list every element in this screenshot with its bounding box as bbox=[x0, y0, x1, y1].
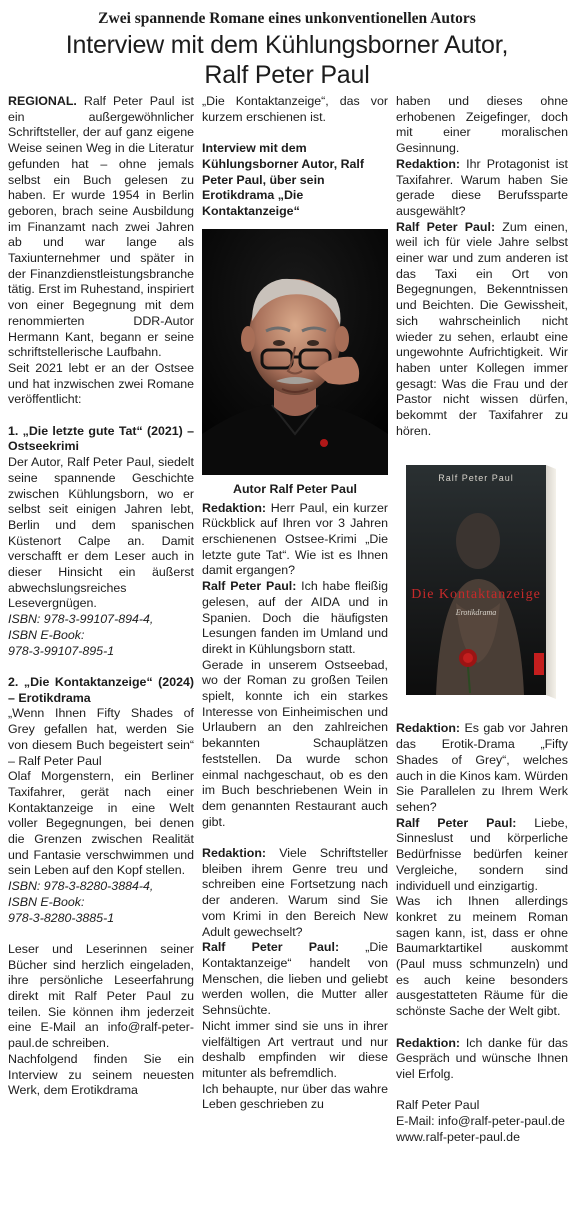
answer-text: Ich habe fleißig gelesen, auf der AIDA und in Spanien. Doch die häufigsten Lesungen fanden im Umland und direkt in Kühlungsborn statt. bbox=[202, 579, 388, 656]
book-1-ebook-isbn: 978-3-99107-895-1 bbox=[8, 643, 115, 658]
book-author: Ralf Peter Paul bbox=[438, 473, 514, 484]
signature-name: Ralf Peter Paul bbox=[396, 1098, 480, 1113]
speaker-label: Redaktion: bbox=[396, 1035, 461, 1050]
book-1-ebook-label: ISBN E-Book: bbox=[8, 627, 85, 642]
question-text: Viele Schriftsteller bleiben ihrem Genre treu und schreiben eine Fortsetzung nach der anderen. Warum sind Sie vom Krimi in den Bereich New Adult gewechselt? bbox=[202, 846, 388, 939]
answer-2 bbox=[202, 940, 388, 1019]
question-3 bbox=[396, 157, 568, 220]
author-portrait-image bbox=[202, 229, 388, 475]
interview-heading: Interview mit dem Kühlungsborner Autor, Ralf Peter Paul, über sein Erotikdrama „Die Kontaktanzeige“ bbox=[202, 141, 364, 218]
answer-text: „Die Kontaktanzeige“ handelt von Menschen, die lieben und geliebt werden wollen, die Mutter aller Sehnsüchte. bbox=[202, 940, 388, 1018]
question-text: Es gab vor Jahren das Erotik-Drama „Fifty Shades of Grey“, welches auch in die Kinos kam. Würden Sie Parallelen zu Ihrem Werk sehen? bbox=[396, 721, 568, 814]
question-4 bbox=[396, 721, 568, 815]
speaker-label: Ralf Peter Paul: bbox=[396, 815, 517, 830]
book-2-description: Olaf Morgenstern, ein Berliner Taxifahrer, gerät nach einer Kontaktanzeige in eine Welt voller Begegnungen, bei denen die Grenzen zwischen Realität und Fantasie verschwimmen und sein Leben auf den Kopf stellen. bbox=[8, 769, 194, 878]
answer-text: Zum einen, weil ich für viele Jahre selbst einer war und zum anderen ist das Taxi ein Ort von Begegnungen, Bekenntnissen und Beichten. Die Gewissheit, sich wahrscheinlich nicht wieder zu sehen, erlaubt eine ungewohnte Aufrichtigkeit. Wir haben unter Kollegen immer gesagt: Was die Frau und der Pastor nicht wissen dürfen, bekommt der Taxifahrer zu hören. bbox=[396, 219, 568, 438]
question-text: Ich danke für das Gespräch und wünsche Ihnen viel Erfolg. bbox=[396, 1035, 568, 1081]
readers-paragraph: Leser und Leserinnen seiner Bücher sind herzlich eingeladen, ihre persönliche Leseerfahrung direkt mit Ralf Peter Paul zu teilen. Sie können ihm jederzeit eine E-Mail an info@ralf-peter-paul.de schreiben. bbox=[8, 941, 194, 1051]
speaker-label: Redaktion: bbox=[396, 721, 461, 736]
speaker-label: Redaktion: bbox=[396, 156, 461, 171]
article-header bbox=[0, 0, 574, 90]
answer-text: Liebe, Sinneslust und körperliche Bedürfnisse bedürfen keiner Vergleiche, sondern sind individuell und einzigartig. bbox=[396, 815, 568, 893]
question-text: Ihr Protagonist ist Taxifahrer. Warum haben Sie gerade diese Berufssparte ausgewählt? bbox=[396, 156, 568, 218]
question-text: Herr Paul, ein kurzer Rückblick auf Ihren vor 3 Jahren erschienenen Ostsee-Krimi „Die letzte gute Tat“. Wie ist es Ihnen damit ergangen? bbox=[202, 500, 388, 578]
kicker: Zwei spannende Romane eines unkonventionellen Autors bbox=[98, 10, 476, 27]
photo-caption: Autor Ralf Peter Paul bbox=[233, 481, 357, 496]
book-2-ebook-isbn: 978-3-8280-3885-1 bbox=[8, 910, 115, 925]
speaker-label: Redaktion: bbox=[202, 846, 267, 861]
book-2-title: 2. „Die Kontaktanzeige“ (2024) – Erotikdrama bbox=[8, 674, 194, 705]
answer-4 bbox=[396, 816, 568, 895]
book-1-description: Der Autor, Ralf Peter Paul, siedelt seine spannende Geschichte zwischen Kühlungsborn, wo er selbst seit einigen Jahren lebt, Berlin und dem spanischen Küstenort Calpe an. Damit verschafft er dem Leser auch in dieser Hinsicht ein äußerst abwechslungsreiches Lesevergnügen. bbox=[8, 455, 194, 611]
author-photo bbox=[202, 229, 388, 475]
column-1 bbox=[8, 94, 194, 1099]
book-title: Die Kontaktanzeige bbox=[411, 587, 541, 603]
paragraph: „Die Kontaktanzeige“, das vor kurzem erschienen ist. bbox=[202, 94, 388, 124]
answer-4-continued: Was ich Ihnen allerdings konkret zu meinem Roman sagen kann, ist, dass er ohne Baumarktartikel auskommt (Paul muss schmunzeln) und es auch keine besonders ausgestatteten Räume für die schönste Sache der Welt gibt. bbox=[396, 894, 568, 1019]
book-1-title: 1. „Die letzte gute Tat“ (2021) – Ostseekrimi bbox=[8, 423, 194, 454]
answer-3 bbox=[396, 220, 568, 440]
speaker-label: Ralf Peter Paul: bbox=[396, 219, 496, 234]
question-2 bbox=[202, 846, 388, 940]
signature-website: www.ralf-peter-paul.de bbox=[396, 1129, 520, 1144]
dateline: REGIONAL. bbox=[8, 94, 77, 108]
speaker-label: Ralf Peter Paul: bbox=[202, 940, 340, 955]
answer-1 bbox=[202, 579, 388, 658]
answer-2-continued: Nicht immer sind sie uns in ihrer vielfältigen Art vertraut und nur deshalb empfinden wir diese mitunter als befremdlich. bbox=[202, 1018, 388, 1080]
book-2-isbn: ISBN: 978-3-8280-3884-4, bbox=[8, 879, 154, 894]
question-1 bbox=[202, 501, 388, 580]
paragraph: Seit 2021 lebt er an der Ostsee und hat inzwischen zwei Romane veröffentlicht: bbox=[8, 360, 194, 407]
signature-email: E-Mail: info@ralf-peter-paul.de bbox=[396, 1114, 565, 1129]
answer-2-continued: Ich behaupte, nur über das wahre Leben geschrieben zu bbox=[202, 1081, 388, 1112]
book-subtitle: Erotikdrama bbox=[455, 608, 497, 618]
book-1-isbn: ISBN: 978-3-99107-894-4, bbox=[8, 612, 154, 627]
speaker-label: Ralf Peter Paul: bbox=[202, 579, 297, 594]
book-2-quote: „Wenn Ihnen Fifty Shades of Grey gefallen hat, werden Sie von diesem Buch begeistert sein“ – Ralf Peter Paul bbox=[8, 706, 194, 768]
headline bbox=[0, 30, 574, 90]
book-cover bbox=[396, 453, 568, 705]
intro-text: Ralf Peter Paul ist ein außergewöhnlicher Schriftsteller, der auf ganz eigene Weise seinen Weg in die Literatur gefunden hat – ohne jemals selbst ein Buch gelesen zu haben. Er wurde 1954 in Berlin geboren, brach seine Ausbildung im Finanzamt nach zwei Jahren ab und war lange als Taxiunternehmer und später in der Finanzdienstleistungsbranche tätig. Erst im Ruhestand, inspiriert von einer Begegnung mit dem renommierten DDR-Autor Hermann Kant, begann er seine schriftstellerische Laufbahn. bbox=[8, 94, 194, 360]
column-2 bbox=[202, 94, 388, 1113]
speaker-label: Redaktion: bbox=[202, 500, 267, 515]
column-3 bbox=[396, 94, 568, 1145]
headline-line-1: Interview mit dem Kühlungsborner Autor, bbox=[65, 31, 509, 59]
next-paragraph: Nachfolgend finden Sie ein Interview zu seinem neuesten Werk, dem Erotikdrama bbox=[8, 1051, 194, 1098]
intro-paragraph bbox=[8, 94, 194, 361]
answer-1-continued: Gerade in unserem Ostseebad, wo der Roman zu großen Teilen spielt, konnte ich ein starkes Interesse von Einheimischen und Urlaubern an den zahlreichen bekannten Schauplätzen feststellen. Da wurde schon einmal nachgeschaut, ob es den im Buch beschriebenen Wein in dem genannten Restaurant auch gibt. bbox=[202, 657, 388, 829]
headline-line-2: Ralf Peter Paul bbox=[204, 61, 370, 89]
book-cover-image bbox=[396, 453, 568, 705]
paragraph: haben und dieses ohne erhobenen Zeigefinger, doch mit einer moralischen Gesinnung. bbox=[396, 94, 568, 156]
question-5 bbox=[396, 1036, 568, 1083]
book-2-ebook-label: ISBN E-Book: bbox=[8, 894, 85, 909]
